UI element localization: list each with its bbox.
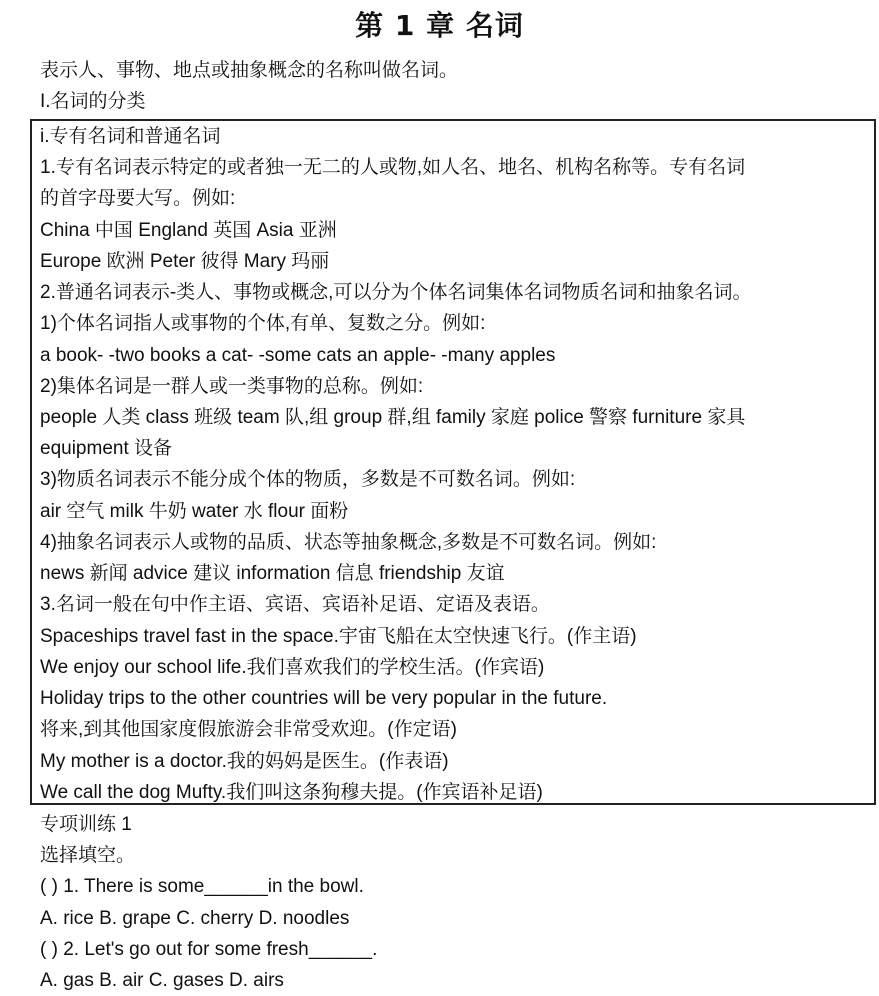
subsection-heading: i.专有名词和普通名词: [40, 126, 221, 147]
intro-text: 表示人、事物、地点或抽象概念的名称叫做名词。: [40, 60, 459, 81]
practice-heading: 专项训练 1: [40, 814, 132, 835]
paragraph-collective-noun: 2)集体名词是一群人或一类事物的总称。例如:: [40, 376, 424, 397]
example-line: equipment 设备: [40, 438, 173, 459]
example-sentence: Spaceships travel fast in the space.宇宙飞船在太空快速飞行。(作主语): [40, 626, 637, 647]
paragraph-noun-usage: 3.名词一般在句中作主语、宾语、宾语补足语、定语及表语。: [40, 594, 550, 615]
example-line: air 空气 milk 牛奶 water 水 flour 面粉: [40, 501, 349, 522]
example-line: news 新闻 advice 建议 information 信息 friendship 友谊: [40, 563, 505, 584]
example-sentence: We enjoy our school life.我们喜欢我们的学校生活。(作宾语): [40, 657, 545, 678]
page-title: 第 1 章 名词: [355, 9, 524, 42]
paragraph-individual-noun: 1)个体名词指人或事物的个体,有单、复数之分。例如:: [40, 313, 486, 334]
example-sentence: Holiday trips to the other countries will be very popular in the future.: [40, 688, 608, 709]
content-box: [30, 119, 876, 805]
paragraph-proper-noun-cont: 的首字母要大写。例如:: [40, 188, 236, 209]
question-2: ( ) 2. Let's go out for some fresh______.: [40, 939, 378, 960]
paragraph-proper-noun: 1.专有名词表示特定的或者独一无二的人或物,如人名、地名、机构名称等。专有名词: [40, 157, 746, 178]
example-sentence: We call the dog Mufty.我们叫这条狗穆夫提。(作宾语补足语): [40, 782, 543, 803]
paragraph-abstract-noun: 4)抽象名词表示人或物的品质、状态等抽象概念,多数是不可数名词。例如:: [40, 532, 657, 553]
example-line: Europe 欧洲 Peter 彼得 Mary 玛丽: [40, 251, 330, 272]
example-line: a book- -two books a cat- -some cats an apple- -many apples: [40, 345, 556, 366]
example-line: people 人类 class 班级 team 队,组 group 群,组 family 家庭 police 警察 furniture 家具: [40, 407, 746, 428]
example-line: China 中国 England 英国 Asia 亚洲: [40, 220, 337, 241]
question-2-options: A. gas B. air C. gases D. airs: [40, 970, 284, 991]
paragraph-material-noun: 3)物质名词表示不能分成个体的物质，多数是不可数名词。例如:: [40, 469, 576, 490]
example-sentence: My mother is a doctor.我的妈妈是医生。(作表语): [40, 751, 449, 772]
question-1: ( ) 1. There is some______in the bowl.: [40, 876, 364, 897]
question-1-options: A. rice B. grape C. cherry D. noodles: [40, 908, 350, 929]
section-heading: I.名词的分类: [40, 91, 146, 112]
paragraph-common-noun: 2.普通名词表示-类人、事物或概念,可以分为个体名词集体名词物质名词和抽象名词。: [40, 282, 752, 303]
example-sentence: 将来,到其他国家度假旅游会非常受欢迎。(作定语): [40, 719, 457, 740]
practice-instruction: 选择填空。: [40, 845, 136, 866]
